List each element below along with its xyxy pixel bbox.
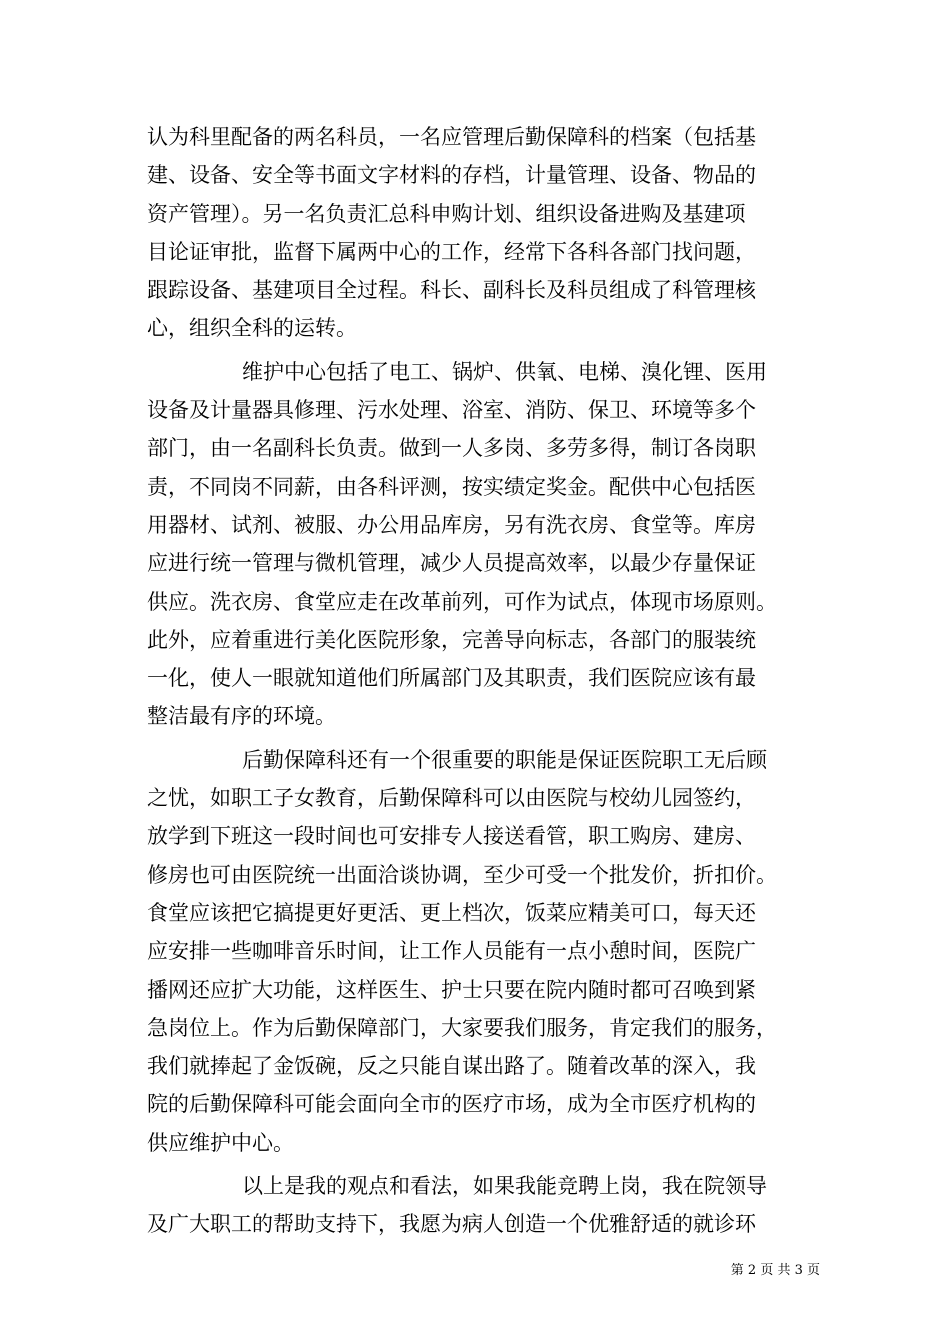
paragraph: [147, 741, 809, 1162]
text-line: 供应维护中心。: [147, 1130, 294, 1155]
text-line: 应安排一些咖啡音乐时间，让工作人员能有一点小憩时间，医院广: [147, 939, 756, 964]
paragraph: [147, 353, 809, 736]
text-line: 认为科里配备的两名科员，一名应管理后勤保障科的档案（包括基: [147, 125, 756, 149]
text-line: 我们就捧起了金饭碗，反之只能自谋出路了。随着改革的深入，我: [147, 1054, 756, 1079]
text-line: 修房也可由医院统一出面洽谈协调，至少可受一个批发价，折扣价。: [147, 862, 777, 887]
text-line: 此外，应着重进行美化医院形象，完善导向标志，各部门的服装统: [147, 627, 756, 652]
text-line: 供应。洗衣房、食堂应走在改革前列，可作为试点，体现市场原则。: [147, 589, 777, 614]
text-line: 建、设备、安全等书面文字材料的存档，计量管理、设备、物品的: [147, 163, 756, 188]
text-line: 播网还应扩大功能，这样医生、护士只要在院内随时都可召唤到紧: [147, 977, 756, 1002]
text-line: 心，组织全科的运转。: [147, 316, 357, 341]
text-line: 食堂应该把它搞提更好更活、更上档次，饭菜应精美可口，每天还: [147, 900, 756, 925]
text-line: 资产管理）。另一名负责汇总科申购计划、组织设备进购及基建项: [147, 201, 746, 226]
document-body: [147, 118, 809, 1244]
text-line: 急岗位上。作为后勤保障部门，大家要我们服务，肯定我们的服务，: [147, 1015, 777, 1040]
text-line: 目论证审批，监督下属两中心的工作，经常下各科各部门找问题，: [147, 239, 756, 264]
text-line: 跟踪设备、基建项目全过程。科长、副科长及科员组成了科管理核: [147, 278, 756, 303]
text-line: 院的后勤保障科可能会面向全市的医疗市场，成为全市医疗机构的: [147, 1092, 756, 1117]
page-number-footer: 第 2 页 共 3 页: [730, 1263, 820, 1278]
text-line: 应进行统一管理与微机管理，减少人员提高效率，以最少存量保证: [147, 551, 756, 576]
text-line: 放学到下班这一段时间也可安排专人接送看管，职工购房、建房、: [147, 824, 756, 849]
text-line: 之忧，如职工子女教育，后勤保障科可以由医院与校幼儿园签约，: [147, 786, 756, 811]
text-line: 用器材、试剂、被服、办公用品库房，另有洗衣房、食堂等。库房: [147, 512, 756, 537]
text-line: 一化，使人一眼就知道他们所属部门及其职责，我们医院应该有最: [147, 666, 756, 691]
paragraph: [147, 1167, 809, 1244]
text-line: 及广大职工的帮助支持下，我愿为病人创造一个优雅舒适的就诊环: [147, 1212, 756, 1237]
text-line: 责，不同岗不同薪，由各科评测，按实绩定奖金。配供中心包括医: [147, 474, 756, 499]
text-line: 维护中心包括了电工、锅炉、供氧、电梯、溴化锂、医用: [242, 359, 767, 384]
paragraph: [147, 118, 809, 348]
text-line: 整洁最有序的环境。: [147, 704, 336, 729]
text-line: 以上是我的观点和看法，如果我能竞聘上岗，我在院领导: [242, 1174, 767, 1199]
text-line: 后勤保障科还有一个很重要的职能是保证医院职工无后顾: [242, 747, 767, 772]
text-line: 设备及计量器具修理、污水处理、浴室、消防、保卫、环境等多个: [147, 398, 756, 423]
text-line: 部门，由一名副科长负责。做到一人多岗、多劳多得，制订各岗职: [147, 436, 756, 461]
